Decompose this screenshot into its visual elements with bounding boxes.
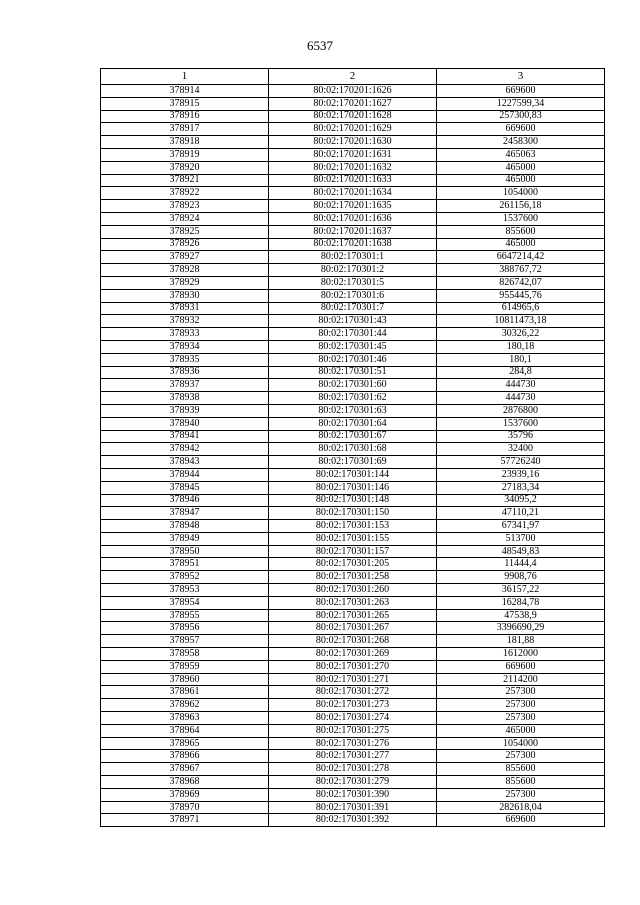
cadastral-number-cell: 80:02:170301:148: [269, 494, 437, 507]
row-number-cell: 378935: [101, 353, 269, 366]
cadastral-number-cell: 80:02:170301:6: [269, 289, 437, 302]
cadastral-value-cell: 2458300: [437, 136, 605, 149]
cadastral-value-cell: 27183,34: [437, 481, 605, 494]
cadastral-value-cell: 855600: [437, 763, 605, 776]
row-number-cell: 378956: [101, 622, 269, 635]
row-number-cell: 378936: [101, 366, 269, 379]
cadastral-number-cell: 80:02:170201:1630: [269, 136, 437, 149]
row-number-cell: 378942: [101, 443, 269, 456]
table-row: [101, 148, 605, 161]
cadastral-number-cell: 80:02:170201:1638: [269, 238, 437, 251]
row-number-cell: 378926: [101, 238, 269, 251]
cadastral-value-cell: 1612000: [437, 648, 605, 661]
table-row: [101, 814, 605, 827]
row-number-cell: 378932: [101, 315, 269, 328]
cadastral-value-cell: 36157,22: [437, 584, 605, 597]
cadastral-value-cell: 30326,22: [437, 328, 605, 341]
table-row: [101, 724, 605, 737]
cadastral-value-cell: 465000: [437, 238, 605, 251]
cadastral-value-cell: 23939,16: [437, 468, 605, 481]
cadastral-value-cell: 257300: [437, 699, 605, 712]
cadastral-number-cell: 80:02:170301:391: [269, 801, 437, 814]
table-row: [101, 571, 605, 584]
table-row: [101, 174, 605, 187]
cadastral-value-cell: 444730: [437, 392, 605, 405]
cadastral-value-cell: 16284,78: [437, 596, 605, 609]
cadastral-value-cell: 180,1: [437, 353, 605, 366]
row-number-cell: 378954: [101, 596, 269, 609]
table-row: [101, 85, 605, 98]
table-row: [101, 609, 605, 622]
row-number-cell: 378941: [101, 430, 269, 443]
table-row: [101, 340, 605, 353]
table-row: [101, 558, 605, 571]
cadastral-value-cell: 826742,07: [437, 276, 605, 289]
row-number-cell: 378966: [101, 750, 269, 763]
row-number-cell: 378964: [101, 724, 269, 737]
table-row: [101, 289, 605, 302]
cadastral-value-cell: 257300: [437, 750, 605, 763]
row-number-cell: 378968: [101, 776, 269, 789]
cadastral-value-cell: 669600: [437, 85, 605, 98]
row-number-cell: 378970: [101, 801, 269, 814]
cadastral-value-cell: 47110,21: [437, 507, 605, 520]
cadastral-number-cell: 80:02:170301:273: [269, 699, 437, 712]
table-row: [101, 468, 605, 481]
row-number-cell: 378960: [101, 673, 269, 686]
row-number-cell: 378915: [101, 97, 269, 110]
cadastral-value-cell: 180,18: [437, 340, 605, 353]
cadastral-value-cell: 11444,4: [437, 558, 605, 571]
cadastral-value-cell: 257300: [437, 686, 605, 699]
table-row: [101, 737, 605, 750]
cadastral-number-cell: 80:02:170301:278: [269, 763, 437, 776]
cadastral-number-cell: 80:02:170301:275: [269, 724, 437, 737]
cadastral-number-cell: 80:02:170301:153: [269, 520, 437, 533]
table-row: [101, 699, 605, 712]
table-row: [101, 417, 605, 430]
row-number-cell: 378921: [101, 174, 269, 187]
cadastral-number-cell: 80:02:170301:146: [269, 481, 437, 494]
table-row: [101, 750, 605, 763]
cadastral-number-cell: 80:02:170301:267: [269, 622, 437, 635]
row-number-cell: 378927: [101, 251, 269, 264]
cadastral-number-cell: 80:02:170201:1637: [269, 225, 437, 238]
cadastral-number-cell: 80:02:170301:271: [269, 673, 437, 686]
table-row: [101, 392, 605, 405]
row-number-cell: 378963: [101, 712, 269, 725]
cadastral-value-cell: 257300,83: [437, 110, 605, 123]
table-row: [101, 366, 605, 379]
cadastral-value-cell: 284,8: [437, 366, 605, 379]
row-number-cell: 378971: [101, 814, 269, 827]
table-row: [101, 97, 605, 110]
row-number-cell: 378934: [101, 340, 269, 353]
cadastral-number-cell: 80:02:170301:51: [269, 366, 437, 379]
cadastral-number-cell: 80:02:170201:1626: [269, 85, 437, 98]
table-row: [101, 225, 605, 238]
row-number-cell: 378967: [101, 763, 269, 776]
table-row: [101, 110, 605, 123]
table-body: [101, 85, 605, 827]
row-number-cell: 378938: [101, 392, 269, 405]
cadastral-value-cell: 10811473,18: [437, 315, 605, 328]
cadastral-number-cell: 80:02:170201:1629: [269, 123, 437, 136]
row-number-cell: 378962: [101, 699, 269, 712]
row-number-cell: 378928: [101, 264, 269, 277]
table-row: [101, 622, 605, 635]
row-number-cell: 378951: [101, 558, 269, 571]
cadastral-number-cell: 80:02:170301:7: [269, 302, 437, 315]
cadastral-number-cell: 80:02:170301:60: [269, 379, 437, 392]
cadastral-value-cell: 282618,04: [437, 801, 605, 814]
cadastral-number-cell: 80:02:170301:157: [269, 545, 437, 558]
cadastral-value-cell: 35796: [437, 430, 605, 443]
cadastral-value-cell: 955445,76: [437, 289, 605, 302]
cadastral-number-cell: 80:02:170301:64: [269, 417, 437, 430]
table-row: [101, 660, 605, 673]
table-row: [101, 776, 605, 789]
cadastral-value-cell: 2114200: [437, 673, 605, 686]
row-number-cell: 378918: [101, 136, 269, 149]
row-number-cell: 378914: [101, 85, 269, 98]
cadastral-value-cell: 465000: [437, 161, 605, 174]
cadastral-number-cell: 80:02:170301:68: [269, 443, 437, 456]
table-row: [101, 353, 605, 366]
cadastral-value-cell: 1054000: [437, 187, 605, 200]
cadastral-number-cell: 80:02:170301:44: [269, 328, 437, 341]
cadastral-number-cell: 80:02:170301:62: [269, 392, 437, 405]
cadastral-value-cell: 465000: [437, 724, 605, 737]
cadastral-number-cell: 80:02:170301:205: [269, 558, 437, 571]
row-number-cell: 378923: [101, 200, 269, 213]
cadastral-number-cell: 80:02:170201:1633: [269, 174, 437, 187]
table-row: [101, 788, 605, 801]
cadastral-number-cell: 80:02:170301:263: [269, 596, 437, 609]
cadastral-value-cell: 1227599,34: [437, 97, 605, 110]
cadastral-number-cell: 80:02:170301:2: [269, 264, 437, 277]
cadastral-value-cell: 614965,6: [437, 302, 605, 315]
row-number-cell: 378919: [101, 148, 269, 161]
table-row: [101, 328, 605, 341]
cadastral-value-cell: 67341,97: [437, 520, 605, 533]
cadastral-number-cell: 80:02:170301:63: [269, 404, 437, 417]
table-row: [101, 302, 605, 315]
cadastral-value-cell: 1054000: [437, 737, 605, 750]
cadastral-value-cell: 9908,76: [437, 571, 605, 584]
cadastral-number-cell: 80:02:170201:1632: [269, 161, 437, 174]
cadastral-value-cell: 855600: [437, 225, 605, 238]
cadastral-value-cell: 1537600: [437, 417, 605, 430]
table-row: [101, 801, 605, 814]
cadastral-number-cell: 80:02:170301:269: [269, 648, 437, 661]
row-number-cell: 378924: [101, 212, 269, 225]
row-number-cell: 378920: [101, 161, 269, 174]
cadastral-number-cell: 80:02:170301:144: [269, 468, 437, 481]
row-number-cell: 378958: [101, 648, 269, 661]
cadastral-value-cell: 855600: [437, 776, 605, 789]
cadastral-number-cell: 80:02:170301:1: [269, 251, 437, 264]
cadastral-value-cell: 257300: [437, 788, 605, 801]
cadastral-value-cell: 48549,83: [437, 545, 605, 558]
cadastral-number-cell: 80:02:170301:46: [269, 353, 437, 366]
cadastral-number-cell: 80:02:170301:45: [269, 340, 437, 353]
cadastral-number-cell: 80:02:170201:1628: [269, 110, 437, 123]
row-number-cell: 378917: [101, 123, 269, 136]
cadastral-number-cell: 80:02:170301:155: [269, 532, 437, 545]
cadastral-value-cell: 261156,18: [437, 200, 605, 213]
cadastral-value-cell: 32400: [437, 443, 605, 456]
row-number-cell: 378930: [101, 289, 269, 302]
row-number-cell: 378937: [101, 379, 269, 392]
cadastral-number-cell: 80:02:170301:43: [269, 315, 437, 328]
row-number-cell: 378945: [101, 481, 269, 494]
table-row: [101, 507, 605, 520]
table-row: [101, 532, 605, 545]
table-row: [101, 161, 605, 174]
table-row: [101, 596, 605, 609]
cadastral-value-cell: 444730: [437, 379, 605, 392]
column-header-3: 3: [437, 69, 605, 85]
cadastral-value-cell: 388767,72: [437, 264, 605, 277]
row-number-cell: 378929: [101, 276, 269, 289]
cadastral-number-cell: 80:02:170301:272: [269, 686, 437, 699]
table-row: [101, 673, 605, 686]
cadastral-number-cell: 80:02:170301:274: [269, 712, 437, 725]
cadastral-number-cell: 80:02:170301:277: [269, 750, 437, 763]
table-row: [101, 251, 605, 264]
cadastral-number-cell: 80:02:170301:150: [269, 507, 437, 520]
row-number-cell: 378947: [101, 507, 269, 520]
table-row: [101, 123, 605, 136]
row-number-cell: 378944: [101, 468, 269, 481]
table-row: [101, 430, 605, 443]
row-number-cell: 378939: [101, 404, 269, 417]
cadastral-number-cell: 80:02:170301:390: [269, 788, 437, 801]
row-number-cell: 378922: [101, 187, 269, 200]
cadastral-value-cell: 57726240: [437, 456, 605, 469]
row-number-cell: 378940: [101, 417, 269, 430]
cadastral-value-cell: 47538,9: [437, 609, 605, 622]
table-row: [101, 200, 605, 213]
table-row: [101, 494, 605, 507]
row-number-cell: 378925: [101, 225, 269, 238]
cadastral-value-cell: 1537600: [437, 212, 605, 225]
table-row: [101, 712, 605, 725]
page-number: 6537: [307, 38, 333, 53]
table-row: [101, 648, 605, 661]
cadastral-value-cell: 669600: [437, 123, 605, 136]
cadastral-number-cell: 80:02:170301:67: [269, 430, 437, 443]
cadastral-number-cell: 80:02:170201:1634: [269, 187, 437, 200]
cadastral-number-cell: 80:02:170301:69: [269, 456, 437, 469]
row-number-cell: 378949: [101, 532, 269, 545]
cadastral-number-cell: 80:02:170301:265: [269, 609, 437, 622]
row-number-cell: 378933: [101, 328, 269, 341]
cadastral-value-cell: 669600: [437, 660, 605, 673]
row-number-cell: 378959: [101, 660, 269, 673]
cadastral-value-cell: 181,88: [437, 635, 605, 648]
cadastral-value-cell: 669600: [437, 814, 605, 827]
cadastral-number-cell: 80:02:170201:1631: [269, 148, 437, 161]
table-row: [101, 136, 605, 149]
table-row: [101, 443, 605, 456]
cadastral-number-cell: 80:02:170301:268: [269, 635, 437, 648]
column-header-1: 1: [101, 69, 269, 85]
row-number-cell: 378948: [101, 520, 269, 533]
row-number-cell: 378957: [101, 635, 269, 648]
table-row: [101, 520, 605, 533]
row-number-cell: 378950: [101, 545, 269, 558]
row-number-cell: 378969: [101, 788, 269, 801]
table-row: [101, 545, 605, 558]
row-number-cell: 378931: [101, 302, 269, 315]
cadastral-number-cell: 80:02:170301:260: [269, 584, 437, 597]
cadastral-value-cell: 2876800: [437, 404, 605, 417]
table-row: [101, 187, 605, 200]
cadastral-number-cell: 80:02:170301:392: [269, 814, 437, 827]
table-row: [101, 404, 605, 417]
table-row: [101, 763, 605, 776]
header-row: [101, 69, 605, 85]
row-number-cell: 378916: [101, 110, 269, 123]
cadastral-number-cell: 80:02:170201:1627: [269, 97, 437, 110]
cadastral-number-cell: 80:02:170301:5: [269, 276, 437, 289]
table-row: [101, 212, 605, 225]
table-row: [101, 315, 605, 328]
table-row: [101, 584, 605, 597]
table-row: [101, 264, 605, 277]
cadastral-value-cell: 3396690,29: [437, 622, 605, 635]
table-row: [101, 456, 605, 469]
cadastral-number-cell: 80:02:170301:276: [269, 737, 437, 750]
row-number-cell: 378961: [101, 686, 269, 699]
row-number-cell: 378943: [101, 456, 269, 469]
cadastral-value-cell: 6647214,42: [437, 251, 605, 264]
row-number-cell: 378965: [101, 737, 269, 750]
cadastral-number-cell: 80:02:170301:258: [269, 571, 437, 584]
cadastral-number-cell: 80:02:170301:279: [269, 776, 437, 789]
cadastral-value-cell: 257300: [437, 712, 605, 725]
table-row: [101, 686, 605, 699]
table-row: [101, 481, 605, 494]
row-number-cell: 378953: [101, 584, 269, 597]
row-number-cell: 378946: [101, 494, 269, 507]
table-row: [101, 276, 605, 289]
cadastral-value-cell: 513700: [437, 532, 605, 545]
table-row: [101, 635, 605, 648]
table-header: [101, 69, 605, 85]
cadastral-value-table: [100, 68, 605, 827]
cadastral-value-cell: 34095,2: [437, 494, 605, 507]
cadastral-value-cell: 465000: [437, 174, 605, 187]
cadastral-number-cell: 80:02:170301:270: [269, 660, 437, 673]
column-header-2: 2: [269, 69, 437, 85]
cadastral-number-cell: 80:02:170201:1635: [269, 200, 437, 213]
row-number-cell: 378952: [101, 571, 269, 584]
table-row: [101, 379, 605, 392]
cadastral-number-cell: 80:02:170201:1636: [269, 212, 437, 225]
table-row: [101, 238, 605, 251]
row-number-cell: 378955: [101, 609, 269, 622]
cadastral-value-cell: 465063: [437, 148, 605, 161]
